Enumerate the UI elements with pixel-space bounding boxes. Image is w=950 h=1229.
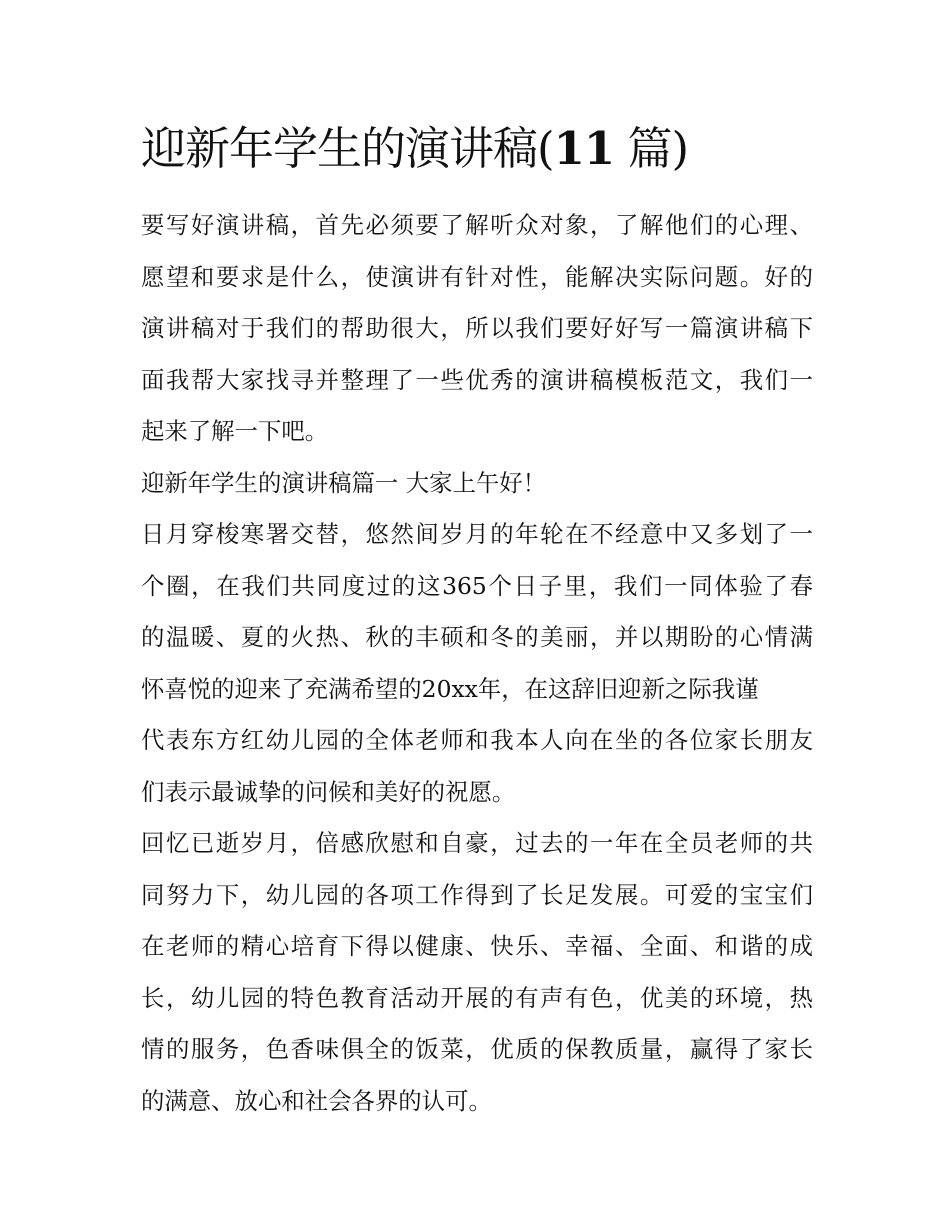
section-heading-paragraph	[141, 458, 813, 510]
text-line: 要写好演讲稿，首先必须要了解听众对象，了解他们的心理、	[141, 211, 813, 239]
text-line: 长，幼儿园的特色教育活动开展的有声有色，优美的环境，热	[141, 983, 813, 1012]
intro-paragraph	[141, 200, 813, 458]
text-line: 们表示最诚挚的问候和美好的祝愿。	[141, 777, 516, 806]
text-line: 情的服务，色香味俱全的饭菜，优质的保教质量，赢得了家长	[141, 1035, 813, 1063]
text-line: 回忆已逝岁月，倍感欣慰和自豪，过去的一年在全员老师的共	[141, 829, 813, 857]
text-line: 愿望和要求是什么，使演讲有针对性，能解决实际问题。好的	[141, 262, 813, 291]
body-paragraph	[141, 509, 813, 818]
text-line: 在老师的精心培育下得以健康、快乐、幸福、全面、和谐的成	[141, 932, 813, 960]
body-paragraph	[141, 818, 813, 1127]
text-line: 同努力下，幼儿园的各项工作得到了长足发展。可爱的宝宝们	[141, 880, 813, 909]
title-unit: 篇)	[627, 122, 689, 175]
text-line: 演讲稿对于我们的帮助很大，所以我们要好好写一篇演讲稿下	[141, 314, 813, 342]
text-line: 面我帮大家找寻并整理了一些优秀的演讲稿模板范文，我们一	[141, 365, 813, 394]
text-line: 迎新年学生的演讲稿篇一 大家上午好！	[141, 468, 547, 497]
document-title	[141, 118, 813, 180]
text-line: 起来了解一下吧。	[141, 417, 329, 445]
title-count: 11	[553, 122, 615, 175]
text-line: 代表东方红幼儿园的全体老师和我本人向在坐的各位家长朋友	[141, 726, 813, 754]
text-line: 的满意、放心和社会各界的认可。	[141, 1086, 492, 1115]
document-content	[141, 118, 813, 1127]
title-text: 迎新年学生的演讲稿(	[141, 122, 554, 175]
text-line: 怀喜悦的迎来了充满希望的20xx年，在这辞旧迎新之际我谨	[141, 674, 759, 703]
text-line: 个圈，在我们共同度过的这365个日子里，我们一同体验了春	[141, 571, 813, 600]
text-line: 的温暖、夏的火热、秋的丰硕和冬的美丽，并以期盼的心情满	[141, 623, 813, 651]
text-line: 日月穿梭寒署交替，悠然间岁月的年轮在不经意中又多划了一	[141, 520, 813, 548]
